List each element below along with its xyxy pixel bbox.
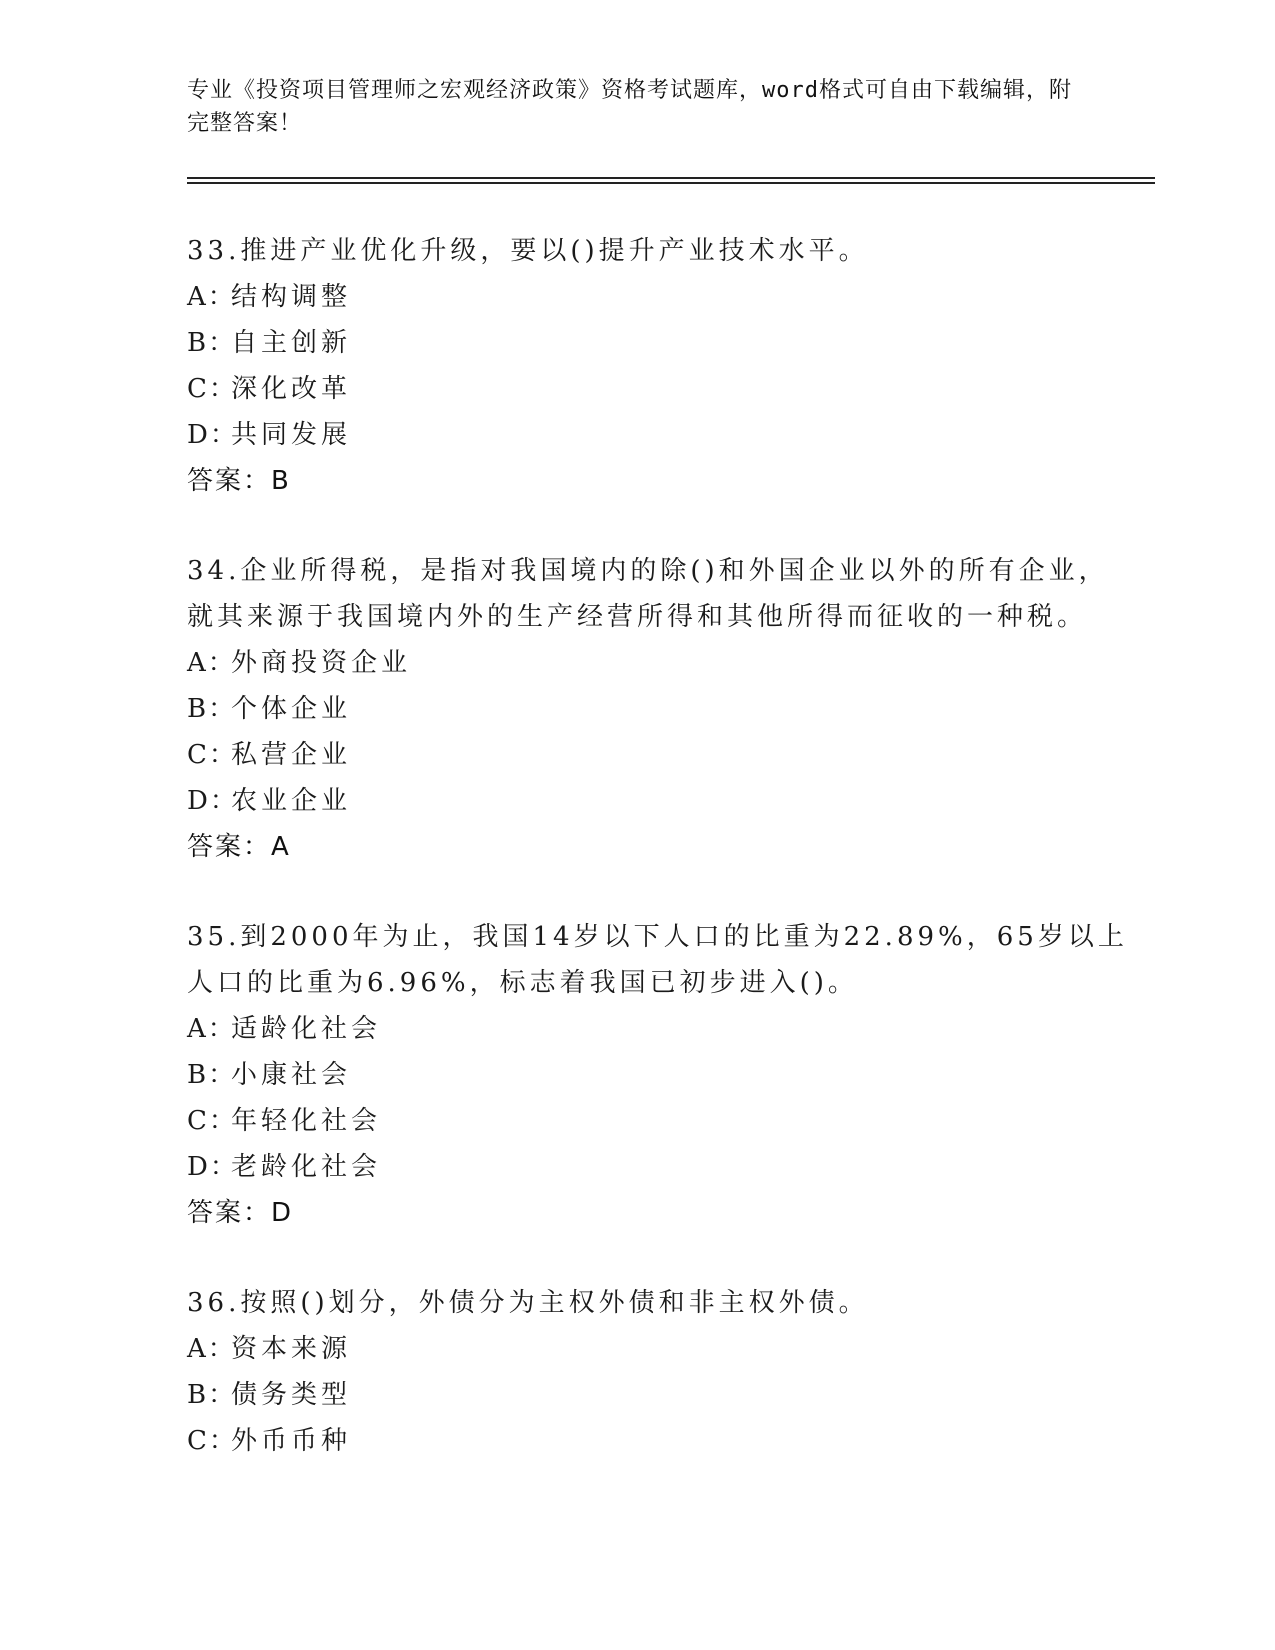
option-letter: B： [187, 1060, 237, 1090]
option-letter: D： [187, 786, 238, 816]
option-d [187, 412, 1067, 458]
option-text: 深化改革 [231, 374, 352, 404]
option-letter: C： [187, 374, 237, 404]
header-divider-bottom [187, 182, 1155, 184]
header-divider-top [187, 177, 1155, 179]
answer-label: 答案：D [187, 1198, 294, 1228]
question-stem: 36.按照()划分，外债分为主权外债和非主权外债。 [187, 1288, 869, 1318]
option-text: 结构调整 [231, 282, 352, 312]
option-letter: B： [187, 328, 237, 358]
option-a [187, 274, 1067, 320]
option-text: 农业企业 [231, 786, 352, 816]
option-letter: D： [187, 420, 238, 450]
option-text: 自主创新 [231, 328, 352, 358]
option-letter: C： [187, 1106, 237, 1136]
option-c [187, 1098, 1067, 1144]
option-letter: C： [187, 740, 237, 770]
option-text: 债务类型 [231, 1380, 352, 1410]
option-letter: C： [187, 1426, 237, 1456]
option-b [187, 320, 1067, 366]
option-d [187, 778, 1067, 824]
option-letter: A： [187, 648, 236, 678]
header-text: 专业《投资项目管理师之宏观经济政策》资格考试题库，word格式可自由下载编辑，附完整答案！ [187, 78, 1072, 136]
question-stem: 33.推进产业优化升级，要以()提升产业技术水平。 [187, 236, 869, 266]
option-b [187, 1052, 1067, 1098]
option-text: 年轻化社会 [231, 1106, 382, 1136]
answer-label: 答案：A [187, 832, 291, 862]
option-text: 资本来源 [231, 1334, 352, 1364]
option-text: 私营企业 [231, 740, 352, 770]
option-text: 老龄化社会 [231, 1152, 382, 1182]
option-text: 外币币种 [231, 1426, 352, 1456]
option-letter: D： [187, 1152, 238, 1182]
question-list [187, 228, 1128, 1508]
option-text: 个体企业 [231, 694, 352, 724]
option-text: 适龄化社会 [231, 1014, 382, 1044]
option-text: 共同发展 [231, 420, 352, 450]
option-text: 小康社会 [231, 1060, 352, 1090]
document-header [187, 74, 1087, 140]
answer-label: 答案：B [187, 466, 291, 496]
option-c [187, 366, 1067, 412]
question-stem-line-2: 就其来源于我国境内外的生产经营所得和其他所得而征收的一种税。 [187, 602, 1088, 632]
option-letter: B： [187, 694, 237, 724]
option-b [187, 686, 1067, 732]
option-text: 外商投资企业 [231, 648, 412, 678]
question-stem-line-1: 34.企业所得税，是指对我国境内的除()和外国企业以外的所有企业， [187, 556, 1109, 586]
option-letter: A： [187, 282, 236, 312]
option-a [187, 1006, 1067, 1052]
question-stem-line-2: 人口的比重为6.96%，标志着我国已初步进入()。 [187, 968, 858, 998]
option-a [187, 1326, 1067, 1372]
question-33 [187, 228, 1067, 504]
question-35 [187, 914, 1128, 1236]
option-letter: B： [187, 1380, 237, 1410]
option-letter: A： [187, 1014, 236, 1044]
option-c [187, 1418, 1067, 1464]
option-letter: A： [187, 1334, 236, 1364]
option-c [187, 732, 1067, 778]
option-a [187, 640, 1067, 686]
option-d [187, 1144, 1067, 1190]
question-stem-line-1: 35.到2000年为止，我国14岁以下人口的比重为22.89%，65岁以上 [187, 922, 1128, 952]
option-b [187, 1372, 1067, 1418]
question-34 [187, 548, 1109, 870]
question-36 [187, 1280, 1067, 1464]
